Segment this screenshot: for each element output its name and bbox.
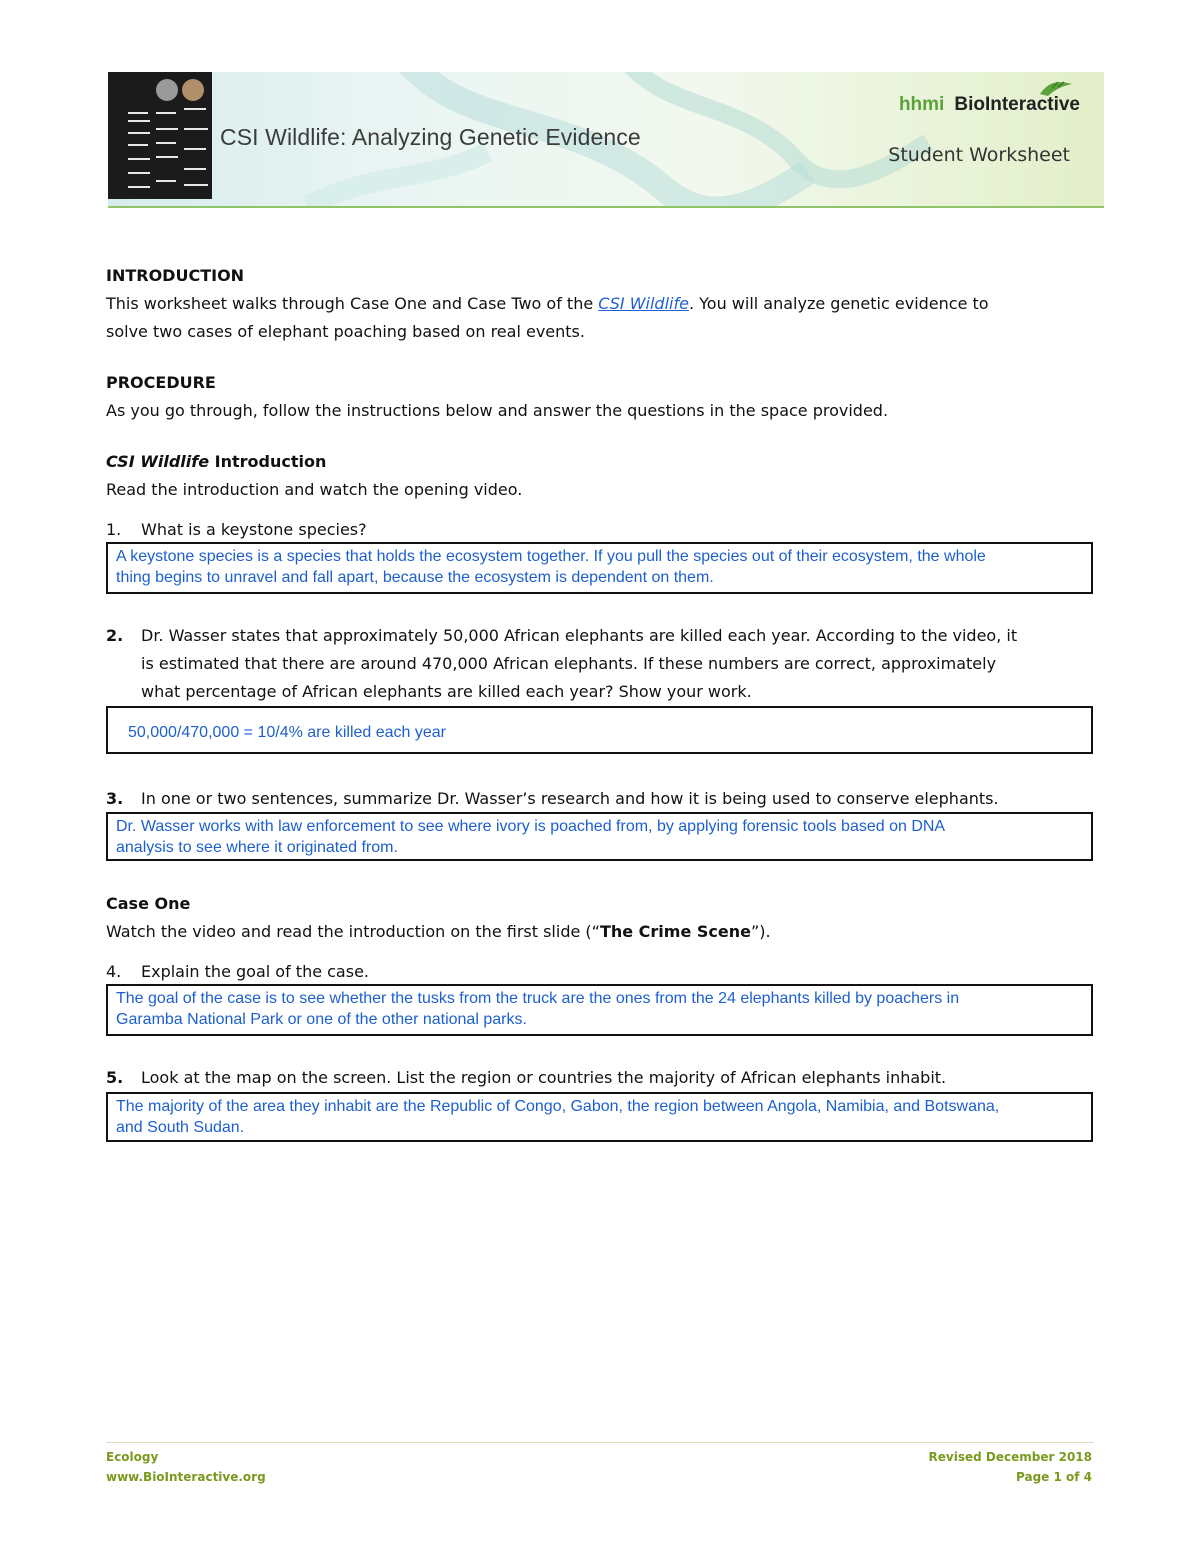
- answer-box-1[interactable]: [106, 542, 1093, 594]
- procedure-heading: PROCEDURE: [106, 373, 216, 392]
- question-1-text: What is a keystone species?: [141, 520, 367, 539]
- answer-4-line-1: The goal of the case is to see whether the tusks from the truck are the ones from the 24 elephants killed by poachers in: [116, 990, 960, 1007]
- answer-box-5[interactable]: [106, 1092, 1093, 1142]
- footer-divider: [106, 1442, 1094, 1443]
- introduction-heading: INTRODUCTION: [106, 266, 245, 285]
- brand-name: BioInteractive: [954, 94, 1080, 115]
- brand-hhmi: hhmi: [898, 94, 945, 115]
- gel-thumbnail-image: [108, 72, 212, 199]
- footer-url[interactable]: www.BioInteractive.org: [106, 1470, 266, 1484]
- question-5-text: Look at the map on the screen. List the region or countries the majority of African elephants inhabit.: [141, 1068, 947, 1087]
- footer-page-number: Page 1 of 4: [1016, 1470, 1092, 1484]
- question-3-number: 3.: [106, 789, 124, 808]
- question-2-text-line-1: Dr. Wasser states that approximately 50,000 African elephants are killed each year. According to the video, it: [141, 626, 1018, 645]
- section-intro-heading: CSI Wildlife Introduction: [106, 452, 327, 471]
- question-2-number: 2.: [106, 626, 124, 645]
- worksheet-title: CSI Wildlife: Analyzing Genetic Evidence: [220, 124, 641, 150]
- introduction-line-1: This worksheet walks through Case One and Case Two of the CSI Wildlife. You will analyze genetic evidence to: [106, 294, 989, 313]
- question-5-number: 5.: [106, 1068, 124, 1087]
- answer-5-line-2: and South Sudan.: [116, 1119, 245, 1136]
- answer-1-line-1: A keystone species is a species that holds the ecosystem together. If you pull the species out of their ecosystem, the whole: [116, 548, 986, 565]
- section-intro-instruction: Read the introduction and watch the opening video.: [106, 480, 523, 499]
- csi-wildlife-link[interactable]: CSI Wildlife: [598, 294, 689, 313]
- question-3-text: In one or two sentences, summarize Dr. Wasser’s research and how it is being used to conserve elephants.: [141, 789, 999, 808]
- introduction-line-2: solve two cases of elephant poaching based on real events.: [106, 322, 585, 341]
- answer-2-line-1: 50,000/470,000 = 10/4% are killed each year: [128, 724, 447, 741]
- question-1-number: 1.: [106, 520, 122, 539]
- question-4-number: 4.: [106, 962, 122, 981]
- question-2-text-line-2: is estimated that there are around 470,000 African elephants. If these numbers are correct, approximately: [141, 654, 997, 673]
- answer-5-line-1: The majority of the area they inhabit are the Republic of Congo, Gabon, the region between Angola, Namibia, and Botswana,: [116, 1098, 1000, 1115]
- footer-subject: Ecology: [106, 1450, 159, 1464]
- case-one-instruction: Watch the video and read the introduction on the first slide (“The Crime Scene”).: [106, 922, 771, 941]
- answer-3-line-2: analysis to see where it originated from.: [116, 839, 398, 856]
- worksheet-subtitle: Student Worksheet: [888, 144, 1070, 166]
- answer-box-2[interactable]: [106, 706, 1093, 754]
- brand-logo: [899, 94, 1080, 116]
- answer-3-line-1: Dr. Wasser works with law enforcement to see where ivory is poached from, by applying forensic tools based on DNA: [116, 818, 946, 835]
- procedure-text: As you go through, follow the instructions below and answer the questions in the space provided.: [106, 401, 889, 420]
- ivory-photo-icon: [182, 79, 204, 101]
- elephant-photo-icon: [156, 79, 178, 101]
- case-one-heading: Case One: [106, 894, 191, 913]
- question-4-text: Explain the goal of the case.: [141, 962, 369, 981]
- answer-4-line-2: Garamba National Park or one of the other national parks.: [116, 1011, 527, 1028]
- footer-revised-date: Revised December 2018: [928, 1450, 1092, 1464]
- question-2-text-line-3: what percentage of African elephants are killed each year? Show your work.: [141, 682, 752, 701]
- answer-box-3[interactable]: [106, 812, 1093, 861]
- answer-1-line-2: thing begins to unravel and fall apart, because the ecosystem is dependent on them.: [116, 569, 714, 586]
- answer-box-4[interactable]: [106, 984, 1093, 1036]
- header-banner: [108, 72, 1104, 208]
